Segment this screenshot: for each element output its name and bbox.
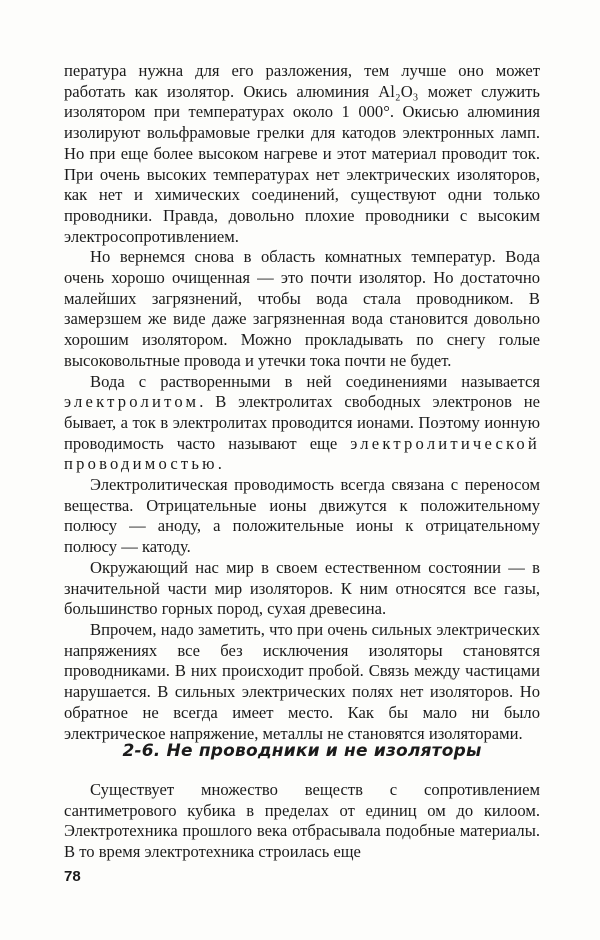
section-heading: 2-6. Не проводники и не изоляторы	[122, 741, 482, 761]
electrolyte-text-2: . В электролитах свободных электронов не бывает, а ток в электролитах проводится ионами. Поэтому ионную проводимость часто называют еще	[64, 392, 540, 453]
page-number: 78	[64, 868, 81, 885]
body-text-bottom	[64, 780, 540, 863]
paragraph-ion-transfer: Электролитическая проводимость всегда связана с переносом вещества. Отрицательные ионы движутся к положительному полюсу — аноду, а положительные ионы к отрицательному полюсу — катоду.	[64, 475, 540, 557]
electrolyte-text-3: .	[217, 454, 222, 474]
paragraph-world-of-insulators: Окружающий нас мир в своем естественном состоянии — в значительной части мир изоляторов. К ним относятся все газы, большинство горных пород, сухая древесина.	[64, 557, 540, 619]
term-electrolytic-conductivity: электролитической проводимостью	[64, 433, 540, 474]
paragraph-semiconductors-intro: Существует множество веществ с сопротивлением сантиметрового кубика в пределах от единиц ом до килоом. Электротехника прошлого века отбрасывала подобные материалы. В то время электротехника строилась еще	[64, 780, 540, 862]
term-electrolyte: электролитом	[64, 392, 200, 412]
electrolyte-text-1: Вода с растворенными в ней соединениями называется	[90, 371, 540, 391]
paragraph-electrolyte	[64, 372, 540, 476]
paragraph-breakdown: Впрочем, надо заметить, что при очень сильных электрических напряжениях все без исключения изоляторы становятся проводниками. В них происходит пробой. Связь между частицами нарушается. В сильных электрических полях нет изоляторов. Но обратное не всегда имеет место. Как бы мало ни было электрическое напряжение, металлы не становятся изоляторами.	[64, 619, 540, 743]
body-text-top	[64, 61, 540, 744]
paragraph-room-temperature: Но вернемся снова в область комнатных температур. Вода очень хорошо очищенная — это почти изолятор. Но достаточно малейших загрязнений, чтобы вода стала проводником. В замерзшем же виде даже загрязненная вода становится довольно хорошим изолятором. Можно прокладывать по снегу голые высоковольтные провода и утечки тока почти не будет.	[64, 247, 540, 370]
paragraph-continued: пература нужна для его разложения, тем лучше оно может работать как изолятор. Окись алюминия Al₂O₃ может служить изолятором при температурах около 1 000°. Окисью алюминия изолируют вольфрамовые грелки для катодов электронных ламп. Но при еще более высоком нагреве и этот материал проводит ток. При очень высоких температурах нет электрических изоляторов, как нет и химических соединений, существуют одни только проводники. Правда, довольно плохие проводники с высоким электросопротивлением.	[64, 61, 540, 246]
